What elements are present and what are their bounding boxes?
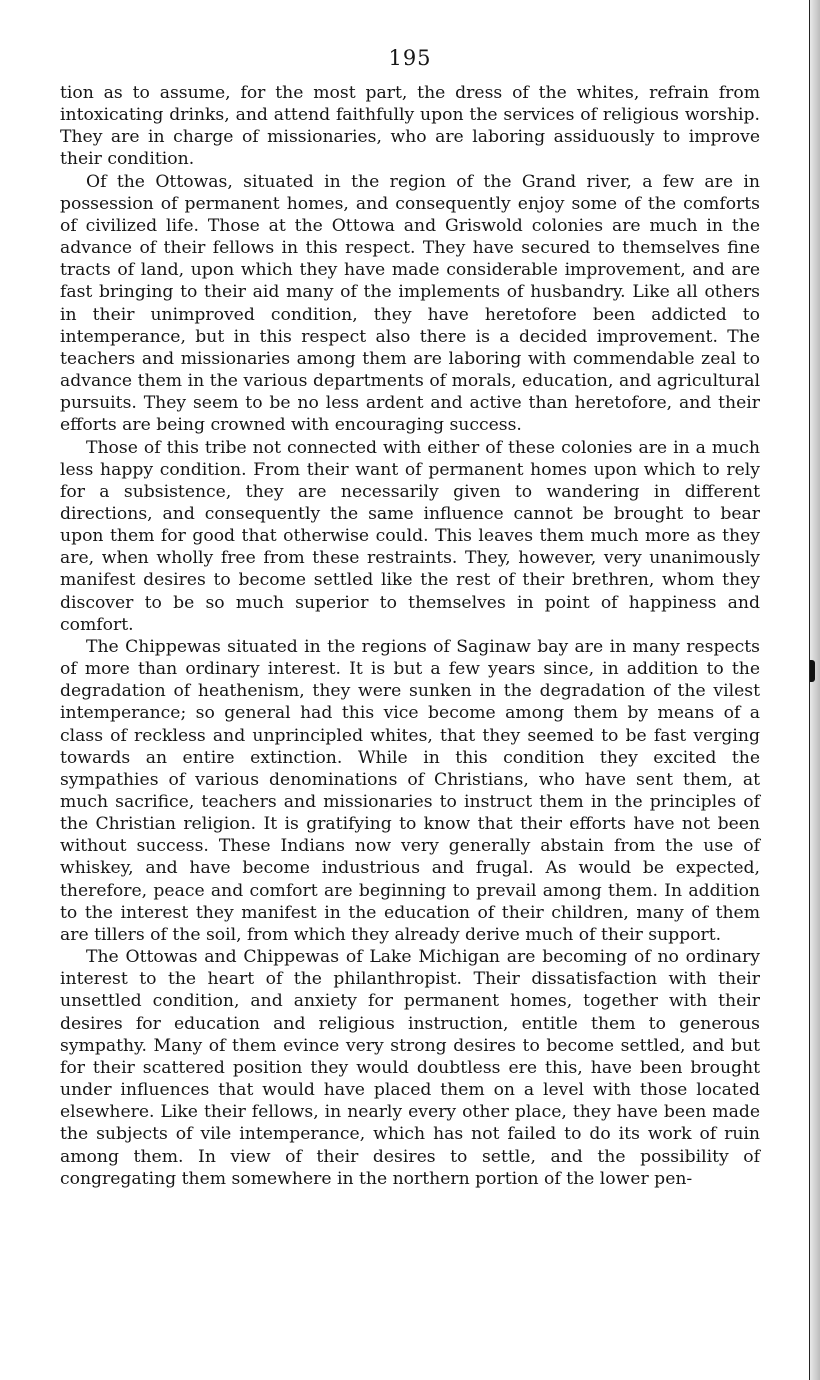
paragraph-unconnected-tribe: Those of this tribe not connected with either of these colonies are in a much less happy condition. From their want of permanent homes upon which to rely for a subsistence, they are necessarily given to wandering in different directions, and consequently the same influence cannot be brought to bear upon them for good that otherwise could. This leaves them much more as they are, when wholly free from these restraints. They, however, very unanimously manifest desires to become settled like the rest of their brethren, whom they discover to be so much superior to themselves in point of happiness and comfort. [60,437,760,635]
page-number: 195 [388,46,432,70]
paragraph-ottowas: Of the Ottowas, situated in the region of the Grand river, a few are in possession of permanent homes, and consequently enjoy some of the comforts of civilized life. Those at the Ottowa and Griswold colonies are much in the advance of their fellows in this respect. They have secured to themselves fine tracts of land, upon which they have made considerable improvement, and are fast bringing to their aid many of the implements of husbandry. Like all others in their unimproved condition, they have heretofore been addicted to intemperance, but in this respect also there is a decided improvement. The teachers and missionaries among them are laboring with commendable zeal to advance them in the various departments of morals, education, and agricultural pursuits. They seem to be no less ardent and active than heretofore, and their efforts are being crowned with encouraging success. [60,171,760,436]
page-edge [809,0,820,1380]
paragraph-lake-michigan: The Ottowas and Chippewas of Lake Michigan are becoming of no ordinary interest to the heart of the philanthropist. Their dissatisfaction with their unsettled condition, and anxiety for permanent homes, together with their desires for education and religious instruction, entitle them to generous sympathy. Many of them evince very strong desires to become settled, and but for their scattered position they would doubtless ere this, have been brought under influences that would have placed them on a level with those located elsewhere. Like their fellows, in nearly every other place, they have been made the subjects of vile intemperance, which has not failed to do its work of ruin among them. In view of their desires to settle, and the possibility of congregating them somewhere in the northern portion of the lower pen- [60,947,760,1189]
paragraph-chippewas-saginaw: The Chippewas situated in the regions of Saginaw bay are in many respects of more than ordinary interest. It is but a few years since, in addition to the degradation of heathenism, they were sunken in the degradation of the vilest intemperance; so general had this vice become among them by means of a class of reckless and unprincipled whites, that they seemed to be fast verging towards an entire extinction. While in this condition they excited the sympathies of various denominations of Christians, who have sent them, at much sacrifice, teachers and missionaries to instruct them in the principles of the Christian religion. It is gratifying to know that their efforts have not been without success. These Indians now very generally abstain from the use of whiskey, and have become industrious and frugal. As would be expected, therefore, peace and comfort are beginning to prevail among them. In addition to the interest they manifest in the education of their children, many of them are tillers of the soil, from which they already derive much of their support. [60,636,760,945]
document-page [60,40,760,1190]
paragraph-continuation: tion as to assume, for the most part, the dress of the whites, refrain from intoxicating drinks, and attend faithfully upon the services of religious worship. They are in charge of missionaries, who are laboring assiduously to improve their condition. [60,83,760,170]
page-edge-tab [810,660,815,682]
